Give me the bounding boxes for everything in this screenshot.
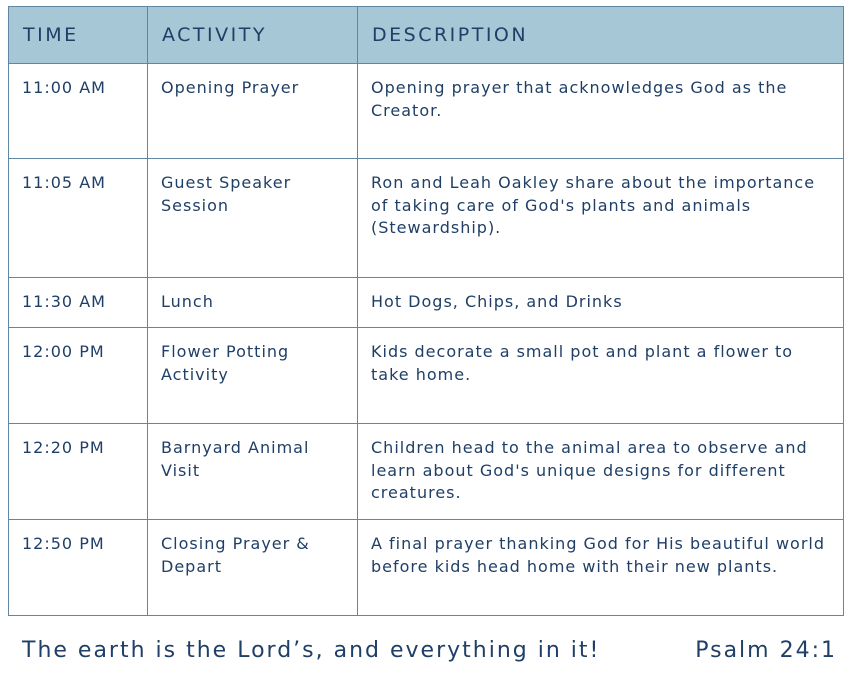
row-description: Ron and Leah Oakley share about the importance of taking care of God's plants and animals (Stewardship).: [358, 159, 844, 278]
row-description: Opening prayer that acknowledges God as the Creator.: [358, 64, 844, 159]
row-time: 12:00 PM: [9, 328, 148, 424]
table-row: [9, 159, 844, 278]
verse-reference: Psalm 24:1: [695, 638, 837, 663]
row-activity: Guest Speaker Session: [148, 159, 358, 278]
row-activity: Closing Prayer & Depart: [148, 520, 358, 616]
table-row: [9, 520, 844, 616]
row-description: Hot Dogs, Chips, and Drinks: [358, 278, 844, 328]
table-row: [9, 424, 844, 520]
schedule-table: [8, 6, 844, 616]
row-time: 12:20 PM: [9, 424, 148, 520]
footer-verse: [22, 638, 837, 663]
table-row: [9, 64, 844, 159]
row-time: 11:05 AM: [9, 159, 148, 278]
row-activity: Opening Prayer: [148, 64, 358, 159]
table-row: [9, 328, 844, 424]
header-time: TIME: [9, 7, 148, 64]
row-time: 11:30 AM: [9, 278, 148, 328]
table-row: [9, 278, 844, 328]
verse-text: The earth is the Lord’s, and everything in it!: [22, 638, 601, 663]
row-description: Children head to the animal area to observe and learn about God's unique designs for different creatures.: [358, 424, 844, 520]
row-activity: Barnyard Animal Visit: [148, 424, 358, 520]
row-description: A final prayer thanking God for His beautiful world before kids head home with their new plants.: [358, 520, 844, 616]
row-time: 11:00 AM: [9, 64, 148, 159]
row-activity: Flower Potting Activity: [148, 328, 358, 424]
table-header-row: [9, 7, 844, 64]
header-description: DESCRIPTION: [358, 7, 844, 64]
row-activity: Lunch: [148, 278, 358, 328]
row-time: 12:50 PM: [9, 520, 148, 616]
row-description: Kids decorate a small pot and plant a flower to take home.: [358, 328, 844, 424]
header-activity: ACTIVITY: [148, 7, 358, 64]
